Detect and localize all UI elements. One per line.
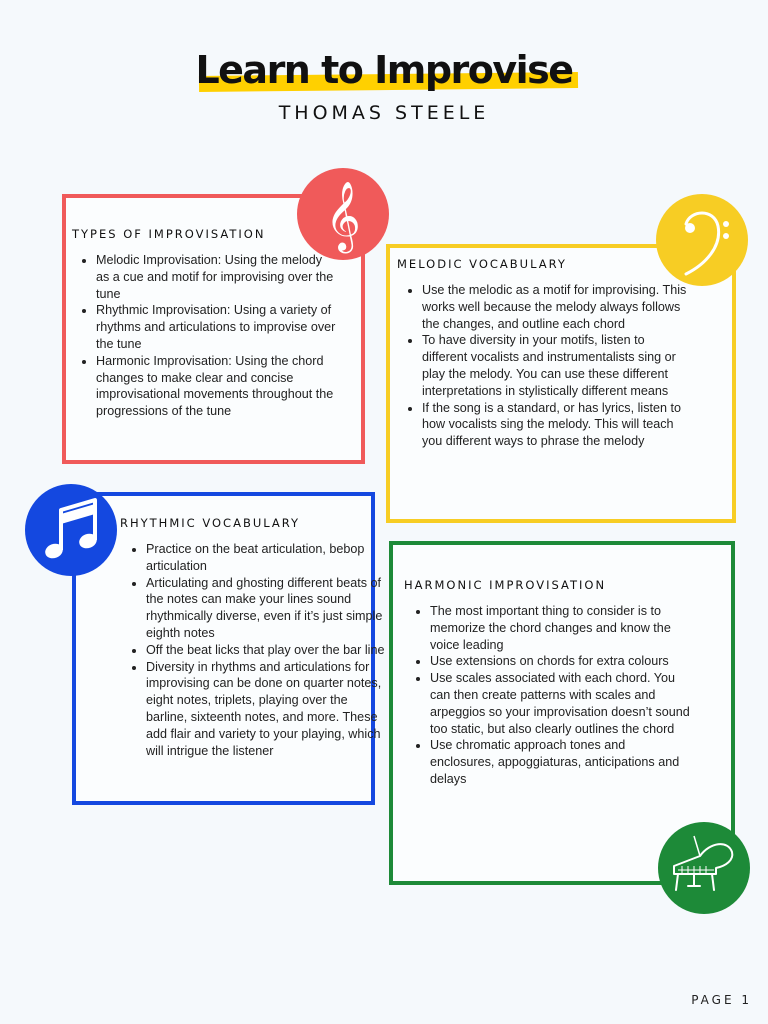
svg-text:𝄞: 𝄞 <box>325 181 361 251</box>
author-name: THOMAS STEELE <box>278 102 490 124</box>
page-number: PAGE 1 <box>691 993 752 1007</box>
page-title-text: Learn to Improvise <box>195 48 573 92</box>
treble-clef-icon <box>297 168 389 260</box>
music-note-icon <box>25 484 117 576</box>
list-item: • Melodic Improvisation: Using the melody as a cue and motif for improvising over the tune <box>96 252 336 302</box>
list-item: • Off the beat licks that play over the bar line <box>146 642 390 659</box>
list-item: • Practice on the beat articulation, bebop articulation <box>146 541 390 575</box>
types-of-improvisation-heading: TYPES OF IMPROVISATION <box>72 227 266 241</box>
bass-clef-badge <box>656 194 748 286</box>
list-item: • Articulating and ghosting different beats of the notes can make your lines sound rhythmically diverse, even if it’s just simple eighth notes <box>146 575 390 642</box>
melodic-vocabulary-list <box>404 282 692 450</box>
list-item: • To have diversity in your motifs, listen to different vocalists and instrumentalists sing or play the melody. You can use these different interpretations in stylistically different means <box>422 332 692 399</box>
harmonic-improvisation-list <box>412 603 692 788</box>
harmonic-improvisation-heading: HARMONIC IMPROVISATION <box>404 578 607 592</box>
list-item: • Use extensions on chords for extra colours <box>430 653 692 670</box>
list-item: • Use chromatic approach tones and enclosures, appoggiaturas, anticipations and delays <box>430 737 692 787</box>
grand-piano-icon <box>658 822 750 914</box>
rhythmic-vocabulary-card <box>72 492 385 805</box>
bass-clef-icon <box>656 194 748 286</box>
grand-piano-badge <box>658 822 750 914</box>
list-item: • Harmonic Improvisation: Using the chord changes to make clear and concise improvisational movements throughout the progressions of the tune <box>96 353 336 420</box>
list-item: • Use scales associated with each chord. You can then create patterns with scales and arpeggios so your improvisation doesn’t sound too static, but also clearly outlines the chord <box>430 670 692 737</box>
list-item: • The most important thing to consider is to memorize the chord changes and know the voice leading <box>430 603 692 653</box>
rhythmic-vocabulary-heading: RHYTHMIC VOCABULARY <box>120 516 301 530</box>
list-item: • Rhythmic Improvisation: Using a variety of rhythms and articulations to improvise over the tune <box>96 302 336 352</box>
list-item: • Diversity in rhythms and articulations for improvising can be done on quarter notes, eight notes, triplets, playing over the barline, sixteenth notes, and more. These add flair and variety to your playing, which will intrigue the listener <box>146 659 390 760</box>
melodic-vocabulary-heading: MELODIC VOCABULARY <box>397 257 567 271</box>
title-area <box>0 44 768 96</box>
rhythmic-vocabulary-list <box>128 541 390 759</box>
list-item: • If the song is a standard, or has lyrics, listen to how vocalists sing the melody. This will teach you different ways to phrase the melody <box>422 400 692 450</box>
types-of-improvisation-list <box>78 252 336 420</box>
treble-clef-badge <box>297 168 389 260</box>
music-note-badge <box>25 484 117 576</box>
page-title <box>195 44 572 96</box>
list-item: • Use the melodic as a motif for improvising. This works well because the melody always follows the changes, and outline each chord <box>422 282 692 332</box>
